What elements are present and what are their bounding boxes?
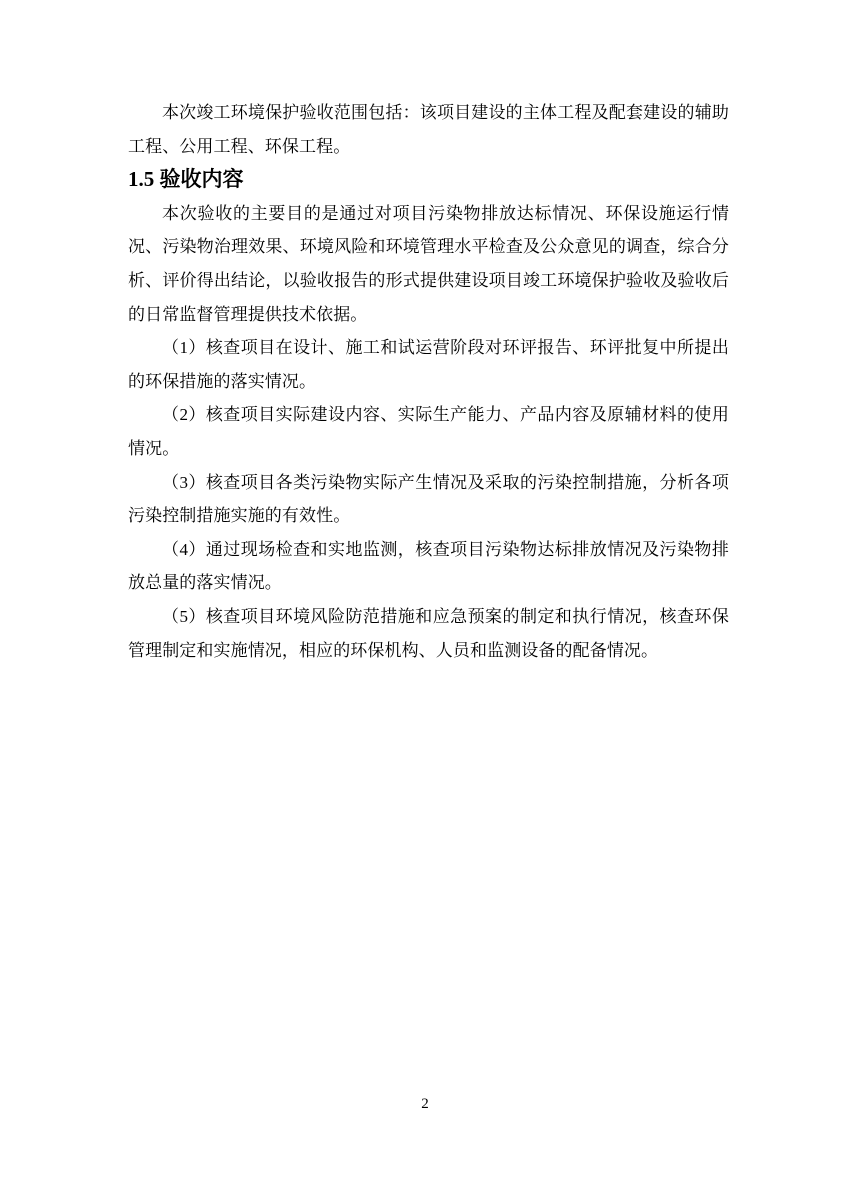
- list-item-4: （4）通过现场检查和实地监测，核查项目污染物达标排放情况及污染物排放总量的落实情况。: [128, 539, 729, 593]
- list-item-3: （3）核查项目各类污染物实际产生情况及采取的污染控制措施，分析各项污染控制措施实施的有效性。: [128, 472, 729, 526]
- list-item-5: （5）核查项目环境风险防范措施和应急预案的制定和执行情况，核查环保管理制定和实施情况，相应的环保机构、人员和监测设备的配备情况。: [128, 606, 729, 660]
- section-heading-1-5: 1.5 验收内容: [128, 167, 244, 192]
- list-item-2: （2）核查项目实际建设内容、实际生产能力、产品内容及原辅材料的使用情况。: [128, 405, 729, 458]
- page-number: 2: [421, 1096, 429, 1112]
- list-item-1: （1）核查项目在设计、施工和试运营阶段对环评报告、环评批复中所提出的环保措施的落实情况。: [128, 338, 729, 391]
- document-content: [128, 96, 729, 667]
- paragraph-acceptance-purpose: 本次验收的主要目的是通过对项目污染物排放达标情况、环保设施运行情况、污染物治理效果、环境风险和环境管理水平检查及公众意见的调查，综合分析、评价得出结论，以验收报告的形式提供建设项目竣工环境保护验收及验收后的日常监督管理提供技术依据。: [128, 203, 729, 324]
- paragraph-acceptance-scope: 本次竣工环境保护验收范围包括：该项目建设的主体工程及配套建设的辅助工程、公用工程、环保工程。: [128, 103, 729, 156]
